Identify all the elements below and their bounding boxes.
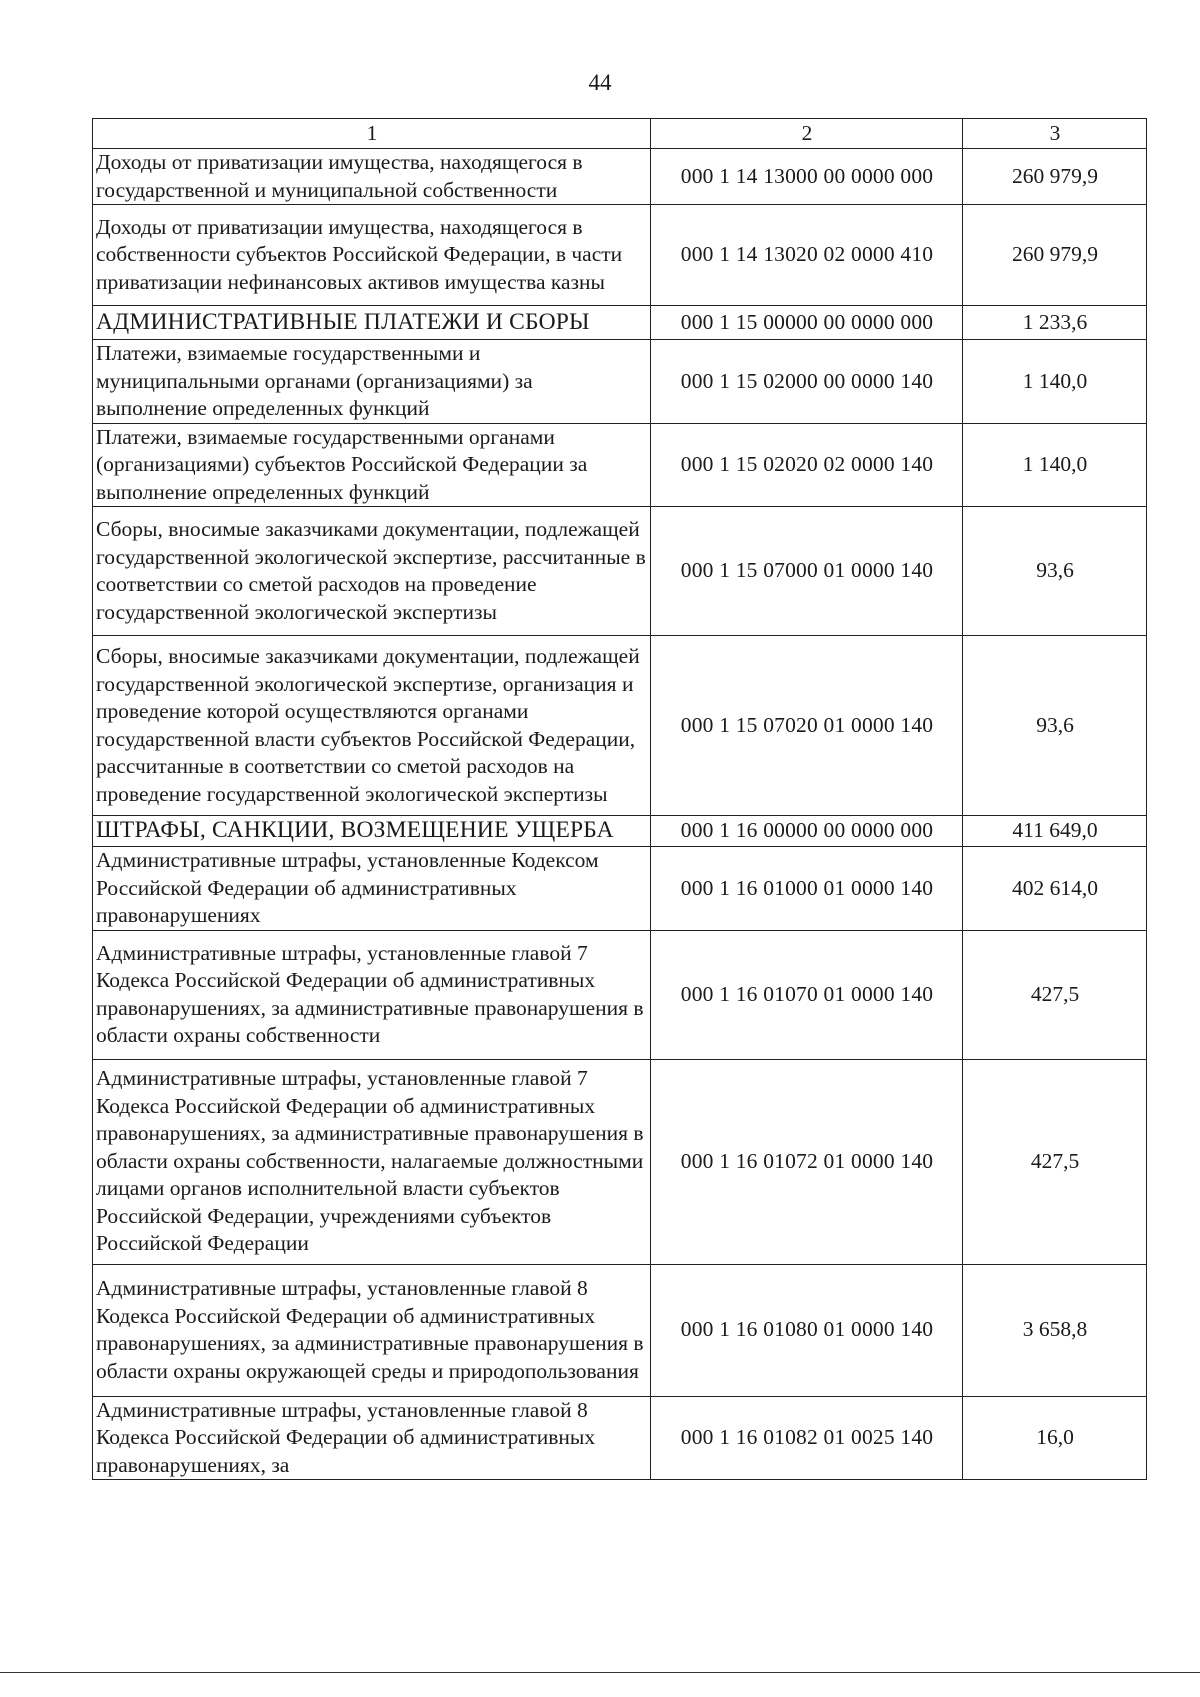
revenue-name-cell: Сборы, вносимые заказчиками документации, подлежащей государственной экологической экспертизе, организация и проведение которой осуществляются органами государственной власти субъектов Российской Федерации, рассчитанные в соответствии со сметой расходов на проведение государственной экологической экспертизы bbox=[93, 636, 651, 816]
budget-code-cell: 000 1 14 13000 00 0000 000 bbox=[651, 149, 963, 205]
table-row bbox=[93, 423, 1147, 507]
revenue-name-cell: Платежи, взимаемые государственными органами (организациями) субъектов Российской Федерации за выполнение определенных функций bbox=[93, 423, 651, 507]
revenue-name-cell: Доходы от приватизации имущества, находящегося в собственности субъектов Российской Федерации, в части приватизации нефинансовых активов имущества казны bbox=[93, 205, 651, 306]
amount-cell: 1 233,6 bbox=[963, 306, 1147, 340]
budget-code-cell: 000 1 15 07020 01 0000 140 bbox=[651, 636, 963, 816]
table-row bbox=[93, 205, 1147, 306]
table-row bbox=[93, 930, 1147, 1059]
budget-code-cell: 000 1 16 01070 01 0000 140 bbox=[651, 930, 963, 1059]
amount-cell: 3 658,8 bbox=[963, 1264, 1147, 1396]
section-row bbox=[93, 816, 1147, 847]
revenue-table bbox=[92, 118, 1147, 1480]
revenue-name-cell: Административные штрафы, установленные главой 8 Кодекса Российской Федерации об административных правонарушениях, за bbox=[93, 1396, 651, 1480]
budget-code-cell: 000 1 15 00000 00 0000 000 bbox=[651, 306, 963, 340]
amount-cell: 93,6 bbox=[963, 507, 1147, 636]
budget-code-cell: 000 1 15 02020 02 0000 140 bbox=[651, 423, 963, 507]
revenue-name-cell: Административные штрафы, установленные Кодексом Российской Федерации об административных правонарушениях bbox=[93, 847, 651, 931]
table-row bbox=[93, 149, 1147, 205]
budget-code-cell: 000 1 16 01000 01 0000 140 bbox=[651, 847, 963, 931]
revenue-name-cell: Административные штрафы, установленные главой 8 Кодекса Российской Федерации об административных правонарушениях, за административные правонарушения в области охраны окружающей среды и природопользования bbox=[93, 1264, 651, 1396]
table-row bbox=[93, 1059, 1147, 1264]
amount-cell: 260 979,9 bbox=[963, 149, 1147, 205]
amount-cell: 16,0 bbox=[963, 1396, 1147, 1480]
table-row bbox=[93, 1396, 1147, 1480]
amount-cell: 93,6 bbox=[963, 636, 1147, 816]
column-header-amount: 3 bbox=[963, 119, 1147, 149]
bottom-scan-rule bbox=[0, 1672, 1200, 1673]
column-number-header-row bbox=[93, 119, 1147, 149]
table-row bbox=[93, 507, 1147, 636]
budget-code-cell: 000 1 15 07000 01 0000 140 bbox=[651, 507, 963, 636]
budget-code-cell: 000 1 14 13020 02 0000 410 bbox=[651, 205, 963, 306]
revenue-name-cell: АДМИНИСТРАТИВНЫЕ ПЛАТЕЖИ И СБОРЫ bbox=[93, 306, 651, 340]
budget-code-cell: 000 1 16 01072 01 0000 140 bbox=[651, 1059, 963, 1264]
amount-cell: 411 649,0 bbox=[963, 816, 1147, 847]
revenue-name-cell: ШТРАФЫ, САНКЦИИ, ВОЗМЕЩЕНИЕ УЩЕРБА bbox=[93, 816, 651, 847]
budget-code-cell: 000 1 16 00000 00 0000 000 bbox=[651, 816, 963, 847]
amount-cell: 1 140,0 bbox=[963, 423, 1147, 507]
table-row bbox=[93, 1264, 1147, 1396]
table-row bbox=[93, 847, 1147, 931]
amount-cell: 1 140,0 bbox=[963, 340, 1147, 424]
amount-cell: 260 979,9 bbox=[963, 205, 1147, 306]
revenue-table-body bbox=[93, 119, 1147, 1480]
amount-cell: 427,5 bbox=[963, 930, 1147, 1059]
revenue-name-cell: Сборы, вносимые заказчиками документации, подлежащей государственной экологической экспертизе, рассчитанные в соответствии со сметой расходов на проведение государственной экологической экспертизы bbox=[93, 507, 651, 636]
revenue-name-cell: Платежи, взимаемые государственными и муниципальными органами (организациями) за выполнение определенных функций bbox=[93, 340, 651, 424]
budget-code-cell: 000 1 16 01080 01 0000 140 bbox=[651, 1264, 963, 1396]
table-row bbox=[93, 636, 1147, 816]
column-header-name: 1 bbox=[93, 119, 651, 149]
page-number: 44 bbox=[588, 70, 612, 95]
table-row bbox=[93, 340, 1147, 424]
section-row bbox=[93, 306, 1147, 340]
budget-code-cell: 000 1 15 02000 00 0000 140 bbox=[651, 340, 963, 424]
revenue-name-cell: Доходы от приватизации имущества, находящегося в государственной и муниципальной собственности bbox=[93, 149, 651, 205]
revenue-name-cell: Административные штрафы, установленные главой 7 Кодекса Российской Федерации об административных правонарушениях, за административные правонарушения в области охраны собственности bbox=[93, 930, 651, 1059]
budget-code-cell: 000 1 16 01082 01 0025 140 bbox=[651, 1396, 963, 1480]
amount-cell: 402 614,0 bbox=[963, 847, 1147, 931]
column-header-code: 2 bbox=[651, 119, 963, 149]
revenue-name-cell: Административные штрафы, установленные главой 7 Кодекса Российской Федерации об административных правонарушениях, за административные правонарушения в области охраны собственности, налагаемые должностными лицами органов исполнительной власти субъектов Российской Федерации, учреждениями субъектов Российской Федерации bbox=[93, 1059, 651, 1264]
amount-cell: 427,5 bbox=[963, 1059, 1147, 1264]
